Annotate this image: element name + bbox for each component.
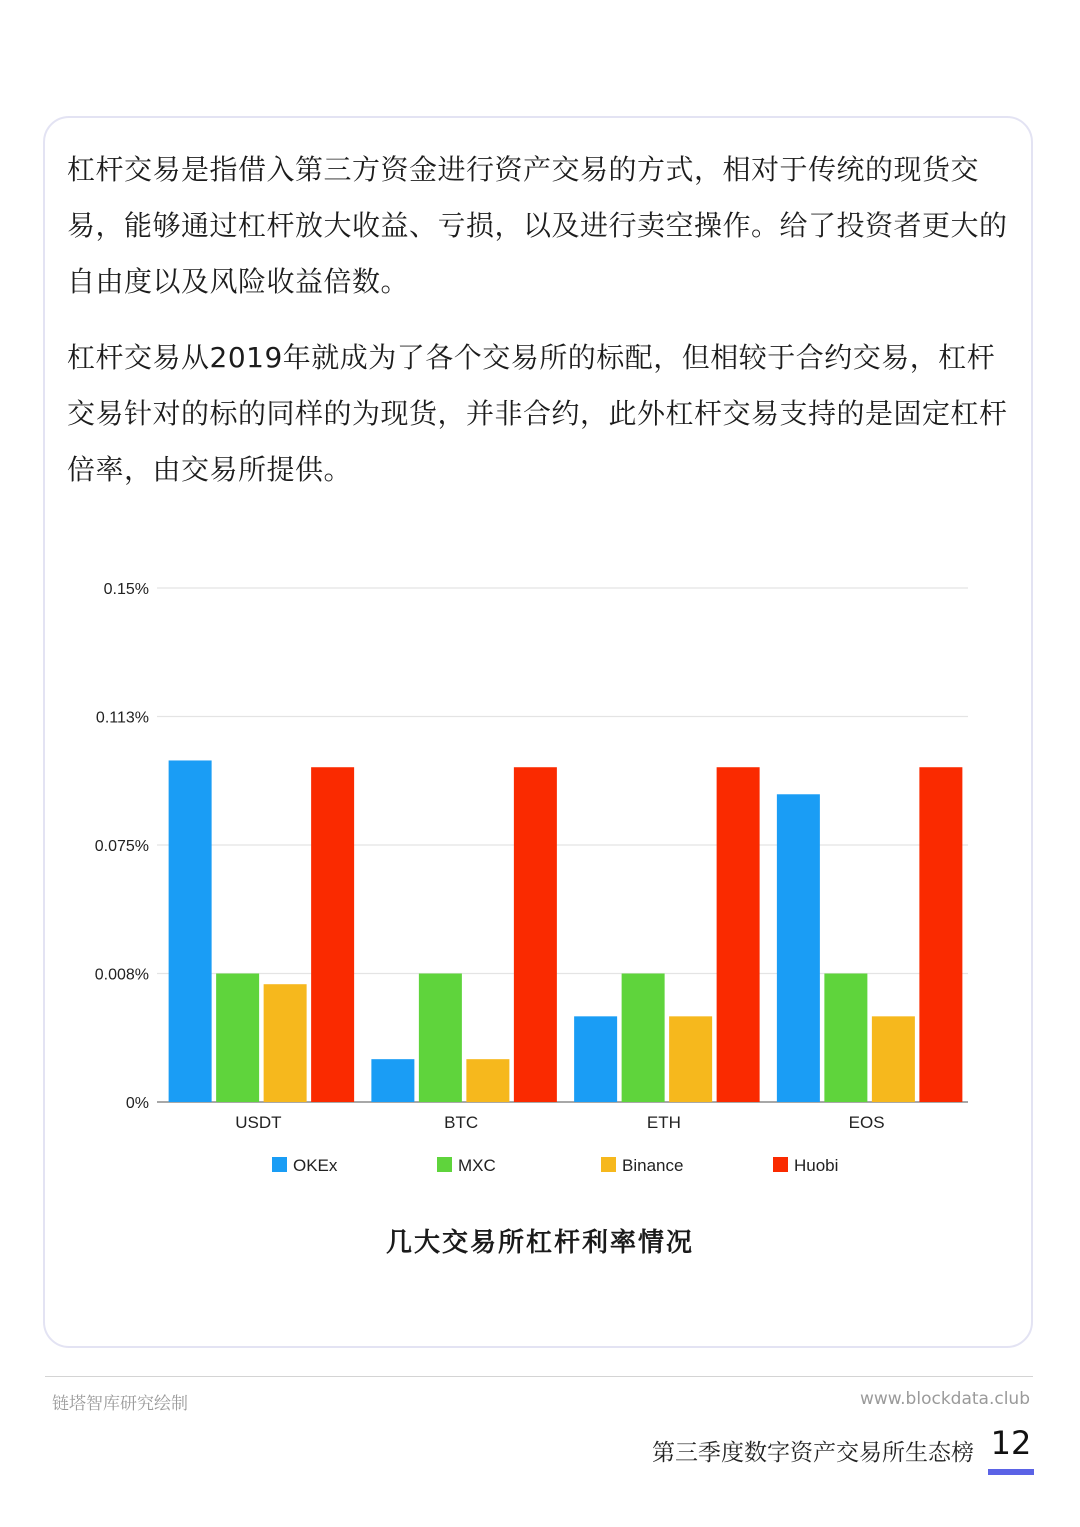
bar-huobi-btc bbox=[514, 767, 557, 1102]
legend-label: Huobi bbox=[794, 1156, 839, 1175]
bar-okex-eth bbox=[574, 1016, 617, 1102]
report-title: 第三季度数字资产交易所生态榜 bbox=[652, 1440, 974, 1466]
bar-mxc-usdt bbox=[216, 974, 259, 1103]
y-tick-label: 0.113% bbox=[95, 709, 149, 727]
bar-mxc-eos bbox=[824, 974, 867, 1103]
x-tick-label: BTC bbox=[444, 1113, 479, 1132]
bar-binance-eos bbox=[872, 1016, 915, 1102]
y-tick-label: 0.15% bbox=[103, 581, 149, 598]
x-tick-label: USDT bbox=[235, 1113, 282, 1132]
legend-label: Binance bbox=[622, 1156, 684, 1175]
page-number: 12 bbox=[990, 1424, 1032, 1462]
legend-swatch bbox=[272, 1157, 287, 1172]
bar-huobi-usdt bbox=[311, 767, 354, 1102]
x-tick-label: ETH bbox=[646, 1113, 681, 1132]
legend-swatch bbox=[437, 1157, 452, 1172]
bar-huobi-eth bbox=[717, 767, 760, 1102]
bar-binance-usdt bbox=[264, 984, 307, 1102]
intro-paragraph-2: 杠杆交易从2019年就成为了各个交易所的标配，但相较于合约交易，杠杆交易针对的标的同样的为现货，并非合约，此外杠杆交易支持的是固定杠杆倍率，由交易所提供。 bbox=[67, 341, 1008, 486]
legend-swatch bbox=[601, 1157, 616, 1172]
source-note: 链塔智库研究绘制 bbox=[52, 1394, 188, 1414]
bar-binance-eth bbox=[669, 1016, 712, 1102]
bar-mxc-btc bbox=[419, 974, 462, 1103]
page-number-underline bbox=[988, 1469, 1034, 1475]
chart-title: 几大交易所杠杆利率情况 bbox=[385, 1228, 694, 1258]
y-tick-label: 0% bbox=[125, 1095, 149, 1112]
bar-okex-usdt bbox=[169, 760, 212, 1102]
legend-label: MXC bbox=[458, 1156, 496, 1175]
legend-swatch bbox=[773, 1157, 788, 1172]
y-tick-label: 0.008% bbox=[94, 966, 149, 984]
y-tick-label: 0.075% bbox=[94, 838, 149, 855]
legend-label: OKEx bbox=[293, 1156, 338, 1175]
website-url[interactable]: www.blockdata.club bbox=[860, 1389, 1030, 1409]
bar-huobi-eos bbox=[919, 767, 962, 1102]
bar-mxc-eth bbox=[622, 974, 665, 1103]
intro-paragraph-1: 杠杆交易是指借入第三方资金进行资产交易的方式，相对于传统的现货交易，能够通过杠杆放大收益、亏损，以及进行卖空操作。给了投资者更大的自由度以及风险收益倍数。 bbox=[67, 153, 1008, 298]
bar-okex-btc bbox=[371, 1059, 414, 1102]
bar-binance-btc bbox=[466, 1059, 509, 1102]
bar-okex-eos bbox=[777, 794, 820, 1102]
footer-divider bbox=[45, 1376, 1033, 1377]
leverage-rate-bar-chart bbox=[60, 560, 1000, 1200]
x-tick-label: EOS bbox=[848, 1113, 885, 1132]
